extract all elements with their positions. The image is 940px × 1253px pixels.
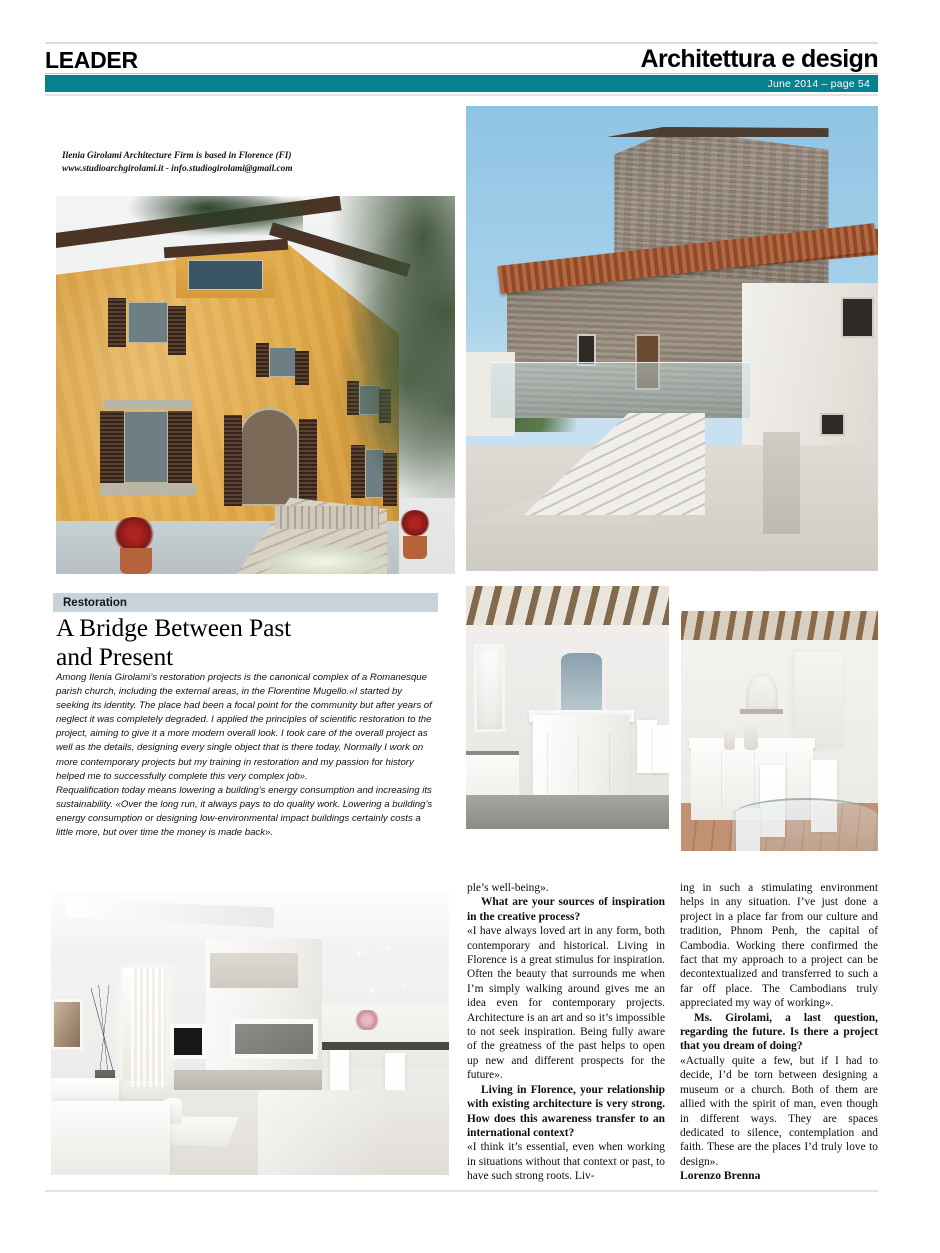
addition-window-upper [841,297,874,339]
photo-modern-living-room [51,891,449,1175]
white-chair-2 [653,725,669,774]
issue-date-page: June 2014 – page 54 [767,77,870,90]
glass-balustrade [491,362,751,418]
panel-seam [547,733,548,800]
masthead [45,42,878,94]
section-kicker-bar [53,593,438,612]
publication-brand: LEADER [45,47,138,73]
red-geraniums-left [112,517,156,551]
wall-artwork [51,999,83,1050]
glass-dining-table [732,798,878,851]
television-screen [230,1019,318,1059]
standfirst-paragraph-1: Among Ilenia Girolami’s restoration projects is the canonical complex of a Romanesque parish church, including the external areas, in the Florentine Mugello.«I started by seeking its identity. The place had been a focal point for the community but after years of neglect it was completely degraded. I applied the principles of scientific restoration to the project, aiming to give it a more modern overall look. I took care of the overall project as well as the details, designing every single object that is there today. Normally I work on more contemporary projects but my training in restoration and my passion for history helped me to successfully complete this very complex job». [56,672,432,782]
niche-shelf [740,709,783,714]
window-upper-left [128,302,168,344]
panel-seam [578,733,579,800]
masthead-row [45,44,878,72]
section-title: Architettura e design [640,45,878,73]
stair-balustrade [275,506,379,529]
photo-white-dining-room [681,611,878,851]
body-column-right [680,881,878,1184]
window-lower-left [124,411,168,483]
headline-line-1: A Bridge Between Past [56,613,292,642]
overhanging-foliage [128,196,304,245]
tall-cabinet [795,652,842,748]
ceramic-vase-large [744,717,758,751]
page-title [56,613,456,671]
masthead-bottom-rule [45,94,878,96]
dormer-window [188,260,264,290]
wall-panel-dark [170,1024,206,1058]
firm-contact-caption [62,150,452,175]
door-shutter-left [224,415,242,506]
floor-reflection [258,1090,449,1175]
ceiling-beams [466,586,669,625]
panel-seam [721,752,722,806]
wall-niche-lit [474,644,504,731]
fireplace-alcove [210,953,298,987]
headline-line-2: and Present [56,642,174,671]
window-sill-lower-left [100,483,196,494]
panel-seam [754,752,755,806]
ceramic-vase-small [724,724,735,750]
interview-answer-2-part-2: ing in such a stimulating environment helps in any situation. I’ve just done a project in a place far from our culture and tradition, Phnom Penh, the capital of Cambodia. Working there confirmed the fact that my approach to a project can be decontextualized and transferred to such a far off place. The Cambodians truly appreciated my way of working». [680,882,878,1010]
shutter-upper-left [108,298,126,347]
recessed-light [342,917,347,922]
window-lintel-lower-left [104,400,192,409]
white-sofa-front [51,1101,170,1175]
standfirst-paragraph-2: Requalification today means lowering a building’s energy consumption and increasing its sustainability. «Over the long run, it always pays to do quality work. Lowering a building’s energy consumption or designing low-environmental impact buildings certainly costs a little more, but over time the money is made back». [56,784,433,839]
interview-question-3: Ms. Girolami, a last question, regarding the future. Is there a project that you dream of doing? [680,1011,878,1053]
photo-white-kitchen [466,586,669,829]
shutter-lower-left [100,411,124,483]
recessed-light [401,982,406,987]
addition-window-lower [820,413,845,436]
bar-stool-1 [330,1050,350,1090]
photo-tuscan-villa [56,196,455,574]
body-column-middle [467,881,665,1184]
continued-text: ple’s well-being». [467,882,549,894]
shutter-lower-left-2 [168,411,192,483]
article-standfirst [56,671,435,840]
terracotta-pot-right [403,536,427,559]
red-geraniums-right [399,510,431,536]
author-byline: Lorenzo Brenna [680,1169,761,1183]
kicker-label: Restoration [63,596,127,609]
footer-rule [45,1190,878,1192]
masthead-mid-rule [45,73,878,74]
white-flowerbed [256,544,392,574]
issue-bar [45,75,878,92]
kitchen-countertop [322,1042,449,1051]
arched-window [557,649,606,715]
interview-question-1: What are your sources of inspiration in the creative process? [467,896,665,923]
recessed-doorway [763,432,800,534]
flower-arrangement [353,1010,381,1030]
photo-restored-church [466,106,878,571]
ceiling-beams [681,611,878,640]
caption-line-2: www.studioarchgirolami.it - info.studiogirolami@gmail.com [62,163,293,174]
shutter-upper-left-2 [168,306,186,355]
interview-answer-2-part-1: «I think it’s essential, even when working in situations without that context or past, to have such strong roots. Liv- [467,1141,665,1183]
terracotta-pot-left [120,548,152,574]
interview-answer-1: «I have always loved art in any form, both contemporary and historical. Living in Florence is a great stimulus for inspiration. Often the beauty that surrounds me when I’m simply walking around gives me an idea even for contemporary projects. Architecture is an art and so it’s impossible to not seek inspiration. Being fully aware of the greatness of the past helps to open up new and different prospects for the future». [467,925,665,1082]
interview-question-2: Living in Florence, your relationship with existing architecture is very strong. How does this awareness transfer to an international context? [467,1083,665,1139]
cedar-tree [279,196,455,498]
floor-surface [466,795,669,829]
caption-line-1: Ilenia Girolami Architecture Firm is based in Florence (FI) [62,151,292,161]
gable-ridge [606,127,828,137]
recessed-light [350,934,355,939]
recessed-light [369,988,374,993]
sheer-curtain [131,968,167,1087]
arched-wall-niche [746,673,778,711]
interview-answer-3: «Actually quite a few, but if I had to decide, I’d be torn between designing a museum or a church. Both of them are allied with the spirit of man, even though in different ways. They are spaces dedicated to silence, contemplation and faith. These are the places I’d truly love to design». [680,1054,878,1168]
shutter-upper-mid [256,343,270,377]
panel-seam [609,733,610,800]
